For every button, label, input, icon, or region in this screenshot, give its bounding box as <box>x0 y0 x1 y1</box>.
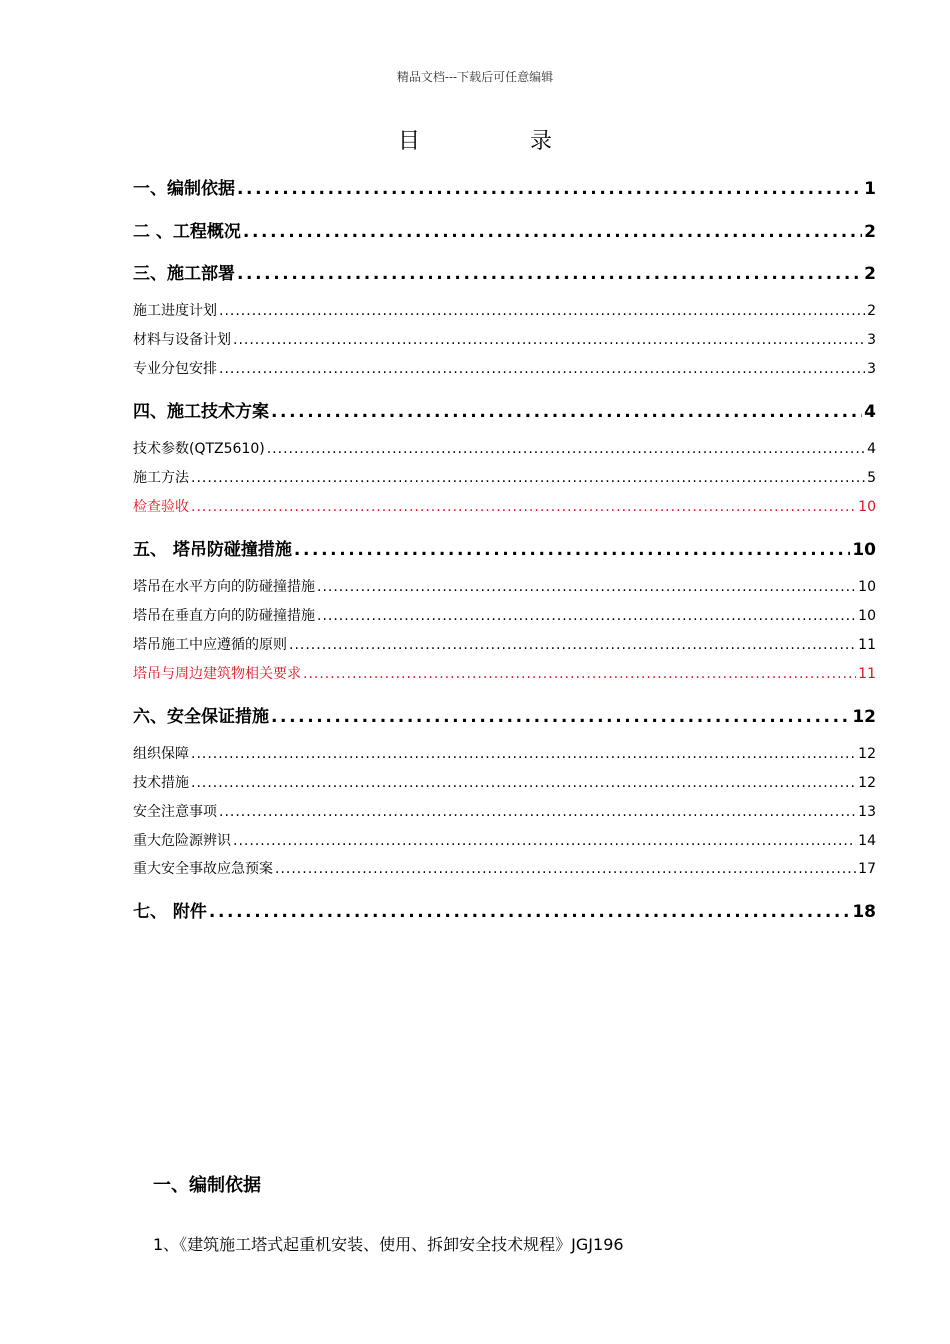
toc-entry-22[interactable] <box>133 897 876 922</box>
toc-leader <box>191 775 856 791</box>
toc-entry-18[interactable] <box>133 772 876 792</box>
toc-entry-10[interactable] <box>133 496 876 516</box>
toc-entry-label: 一、编制依据 <box>133 179 235 199</box>
toc-leader <box>243 222 862 242</box>
toc-entry-15[interactable] <box>133 663 876 683</box>
toc-entry-label: 塔吊与周边建筑物相关要求 <box>133 666 301 682</box>
toc-leader <box>191 746 856 762</box>
toc-entry-page: 11 <box>858 666 876 682</box>
toc-entry-label: 重大安全事故应急预案 <box>133 861 273 877</box>
toc-entry-label: 施工方法 <box>133 470 189 486</box>
toc-entry-label: 二 、工程概况 <box>133 222 241 242</box>
toc-entry-page: 10 <box>858 579 876 595</box>
toc-entry-page: 10 <box>858 499 876 515</box>
toc-entry-label: 七、 附件 <box>133 902 207 922</box>
toc-entry-label: 检查验收 <box>133 499 189 515</box>
toc-entry-page: 10 <box>852 540 876 560</box>
toc-entry-page: 12 <box>858 746 876 762</box>
toc-entry-page: 14 <box>858 833 876 849</box>
toc-leader <box>317 608 856 624</box>
toc-entry-page: 3 <box>867 361 876 377</box>
toc-entry-label: 施工进度计划 <box>133 303 217 319</box>
toc-entry-page: 11 <box>858 637 876 653</box>
toc-title-left: 目 <box>397 129 420 154</box>
toc-entry-21[interactable] <box>133 858 876 878</box>
toc-entry-3[interactable] <box>133 259 876 284</box>
toc-leader <box>267 441 865 457</box>
reference-line: 1、《建筑施工塔式起重机安装、使用、拆卸安全技术规程》JGJ196 <box>153 1235 624 1254</box>
toc-leader <box>317 579 856 595</box>
toc-entry-13[interactable] <box>133 605 876 625</box>
toc-entry-label: 技术参数(QTZ5610) <box>133 441 265 457</box>
toc-entry-label: 组织保障 <box>133 746 189 762</box>
toc-entry-page: 2 <box>864 222 876 242</box>
toc-entry-label: 专业分包安排 <box>133 361 217 377</box>
toc-entry-5[interactable] <box>133 329 876 349</box>
toc-entry-label: 六、安全保证措施 <box>133 707 269 727</box>
toc-title-right: 录 <box>530 129 553 154</box>
toc-leader <box>294 540 850 560</box>
toc-leader <box>191 499 856 515</box>
toc-entry-label: 重大危险源辨识 <box>133 833 231 849</box>
toc-entry-page: 18 <box>852 902 876 922</box>
toc-entry-label: 材料与设备计划 <box>133 332 231 348</box>
header-note: 精品文档---下载后可任意编辑 <box>396 70 554 84</box>
toc-entry-16[interactable] <box>133 702 876 727</box>
toc-entry-6[interactable] <box>133 358 876 378</box>
toc-entry-12[interactable] <box>133 576 876 596</box>
toc-leader <box>271 402 862 422</box>
toc-entry-page: 4 <box>864 402 876 422</box>
toc-leader <box>237 179 862 199</box>
toc-leader <box>237 264 862 284</box>
toc-entry-page: 10 <box>858 608 876 624</box>
toc-entry-page: 13 <box>858 804 876 820</box>
toc-entry-8[interactable] <box>133 438 876 458</box>
toc-entry-1[interactable] <box>133 174 876 199</box>
toc-leader <box>289 637 856 653</box>
toc-leader <box>275 861 856 877</box>
toc-leader <box>209 902 850 922</box>
toc-leader <box>271 707 850 727</box>
toc-leader <box>219 361 865 377</box>
section-heading: 一、编制依据 <box>153 1175 261 1196</box>
toc-entry-4[interactable] <box>133 300 876 320</box>
toc-entry-7[interactable] <box>133 397 876 422</box>
toc-entry-label: 三、施工部署 <box>133 264 235 284</box>
toc-entry-2[interactable] <box>133 217 876 242</box>
toc-entry-20[interactable] <box>133 830 876 850</box>
toc-entry-label: 塔吊施工中应遵循的原则 <box>133 637 287 653</box>
toc-leader <box>219 303 865 319</box>
toc-entry-page: 17 <box>858 861 876 877</box>
toc-entry-label: 五、 塔吊防碰撞措施 <box>133 540 292 560</box>
toc-entry-17[interactable] <box>133 743 876 763</box>
toc-entry-11[interactable] <box>133 535 876 560</box>
toc-entry-page: 4 <box>867 441 876 457</box>
toc-entry-label: 技术措施 <box>133 775 189 791</box>
toc-leader <box>191 470 865 486</box>
toc-entry-page: 3 <box>867 332 876 348</box>
toc-entry-label: 塔吊在垂直方向的防碰撞措施 <box>133 608 315 624</box>
toc-entry-page: 1 <box>864 179 876 199</box>
toc-entry-page: 12 <box>852 707 876 727</box>
toc-entry-page: 12 <box>858 775 876 791</box>
toc-entry-19[interactable] <box>133 801 876 821</box>
toc-entry-page: 2 <box>867 303 876 319</box>
toc-leader <box>233 833 856 849</box>
toc-entry-9[interactable] <box>133 467 876 487</box>
toc-entry-label: 四、施工技术方案 <box>133 402 269 422</box>
toc-entry-page: 2 <box>864 264 876 284</box>
toc-entry-page: 5 <box>867 470 876 486</box>
toc-leader <box>219 804 856 820</box>
toc-entry-14[interactable] <box>133 634 876 654</box>
toc-entry-label: 塔吊在水平方向的防碰撞措施 <box>133 579 315 595</box>
toc-leader <box>303 666 856 682</box>
toc-leader <box>233 332 865 348</box>
toc-entry-label: 安全注意事项 <box>133 804 217 820</box>
